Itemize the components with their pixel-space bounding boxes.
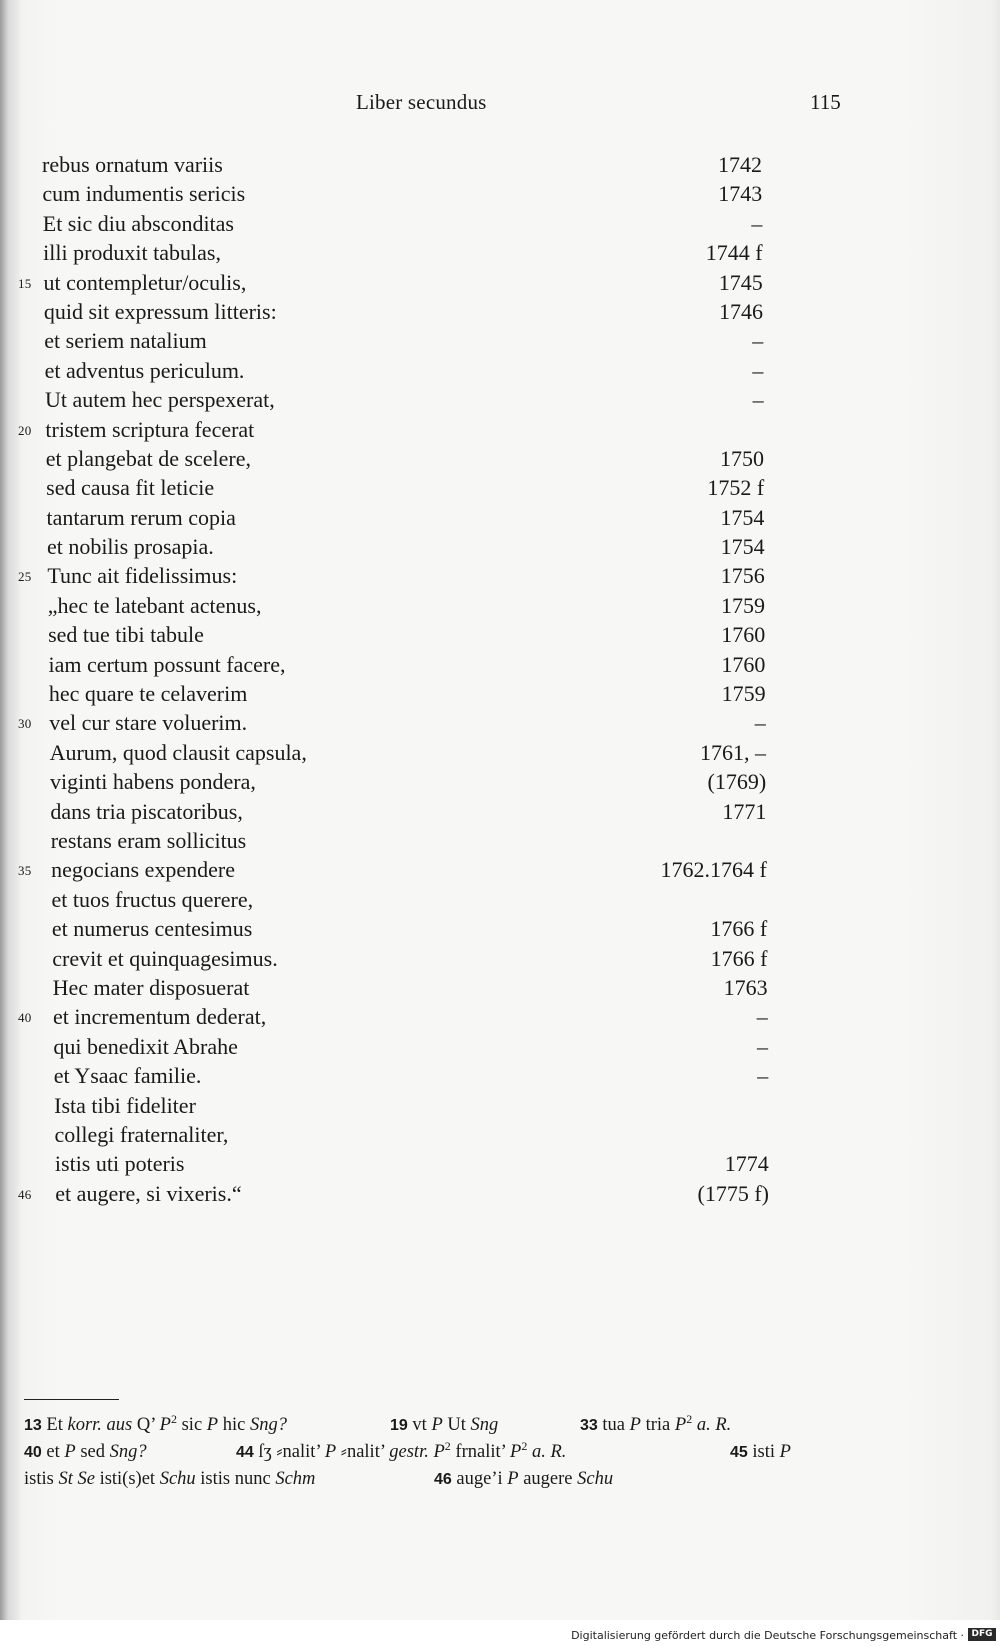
verse-line bbox=[0, 179, 1000, 208]
reference-number: 1745 bbox=[718, 269, 763, 295]
verse-text: hec quare te celaverim bbox=[48, 681, 248, 707]
verse-text: Aurum, quod clausit capsula, bbox=[49, 739, 307, 765]
reference-number: – bbox=[757, 1033, 768, 1059]
note-superscript: 2 bbox=[444, 1439, 451, 1453]
reference-number: – bbox=[754, 710, 766, 736]
note-siglum: P bbox=[324, 1442, 337, 1462]
reference-number: (1769) bbox=[707, 769, 767, 795]
verse-text: et adventus periculum. bbox=[44, 357, 245, 383]
note-text: ⸗nalit’ bbox=[340, 1442, 385, 1462]
note-siglum: Sng? bbox=[109, 1442, 147, 1462]
reference-number: – bbox=[752, 328, 764, 354]
line-number: 15 bbox=[18, 275, 32, 291]
verse-text: collegi fraternaliter, bbox=[54, 1121, 229, 1147]
verse-line bbox=[0, 885, 1000, 914]
reference-number: 1742 bbox=[718, 152, 762, 177]
note-siglum: Schm bbox=[275, 1469, 316, 1489]
verse-text: Et sic diu absconditas bbox=[42, 210, 234, 236]
note-number: 45 bbox=[730, 1444, 748, 1461]
verse-line bbox=[0, 620, 1000, 649]
verse-line bbox=[0, 1120, 1000, 1149]
verse-text: ut contempletur/oculis, bbox=[43, 269, 247, 295]
verse-text: dans tria piscatoribus, bbox=[50, 798, 243, 824]
page-number: 115 bbox=[810, 90, 841, 114]
verse-line bbox=[0, 944, 1000, 973]
reference-number: 1754 bbox=[720, 534, 765, 560]
verse-line bbox=[0, 238, 1000, 267]
footnote-rule bbox=[24, 1399, 119, 1400]
reference-number: 1761, – bbox=[700, 739, 766, 765]
note-text: tua bbox=[602, 1415, 626, 1435]
verse-line bbox=[0, 973, 1000, 1002]
reference-number: 1756 bbox=[720, 563, 765, 589]
verse-line bbox=[0, 1149, 1000, 1178]
verse-line bbox=[0, 708, 1000, 737]
apparatus-line-1 bbox=[24, 1412, 874, 1439]
note-text: isti bbox=[752, 1442, 776, 1462]
verse-text: negocians expendere bbox=[51, 857, 235, 883]
reference-number: 1744 f bbox=[705, 240, 763, 266]
note-editorial: gestr. bbox=[389, 1442, 429, 1462]
reference-number: 1760 bbox=[721, 622, 766, 648]
note-siglum: Sng bbox=[470, 1415, 499, 1435]
digitization-footer bbox=[0, 1624, 1000, 1646]
note-text: vt bbox=[412, 1415, 427, 1435]
note-text: hic bbox=[222, 1415, 246, 1435]
verse-text: istis uti poteris bbox=[54, 1151, 185, 1177]
verse-line bbox=[0, 679, 1000, 708]
verse-text: cum indumentis sericis bbox=[42, 181, 246, 207]
verse-line bbox=[0, 1179, 1000, 1208]
verse-line bbox=[0, 415, 1000, 444]
verse-line bbox=[0, 1091, 1000, 1120]
note-editorial: a. R. bbox=[696, 1415, 732, 1435]
note-number: 44 bbox=[236, 1444, 254, 1461]
verse-line bbox=[0, 326, 1000, 355]
note-superscript: 2 bbox=[521, 1439, 528, 1453]
verse-text: et numerus centesimus bbox=[51, 916, 253, 942]
reference-number: 1750 bbox=[720, 445, 764, 471]
reference-number: – bbox=[757, 1063, 769, 1089]
note-19 bbox=[390, 1412, 498, 1439]
reference-number: 1754 bbox=[720, 504, 765, 530]
note-siglum: P bbox=[779, 1442, 791, 1462]
dfg-credit: Digitalisierung gefördert durch die Deutsche Forschungsgemeinschaft · bbox=[571, 1629, 964, 1642]
verse-line bbox=[0, 1032, 1000, 1061]
note-text: Et bbox=[46, 1415, 63, 1435]
note-text: et bbox=[46, 1442, 60, 1462]
note-text: ſʒ ⸗nalit’ bbox=[258, 1442, 321, 1462]
reference-number: – bbox=[752, 387, 764, 413]
verse-line bbox=[0, 738, 1000, 767]
apparatus-line-3 bbox=[24, 1466, 874, 1493]
line-number: 40 bbox=[18, 1010, 32, 1026]
note-46 bbox=[434, 1466, 613, 1493]
note-number: 40 bbox=[24, 1444, 42, 1461]
verse-line bbox=[0, 826, 1000, 855]
reference-number: 1763 bbox=[723, 974, 768, 1000]
verse-line bbox=[0, 914, 1000, 943]
reference-number: 1766 f bbox=[710, 945, 768, 971]
reference-number: 1759 bbox=[721, 681, 766, 707]
verse-line bbox=[0, 1002, 1000, 1031]
reference-number: (1775 f) bbox=[697, 1180, 770, 1206]
note-siglum: P bbox=[507, 1469, 519, 1489]
note-editorial: korr. aus bbox=[67, 1415, 133, 1435]
note-siglum: P bbox=[629, 1415, 641, 1435]
note-text: auge’i bbox=[456, 1469, 503, 1489]
note-number: 33 bbox=[580, 1417, 598, 1434]
line-number: 25 bbox=[18, 569, 32, 585]
verse-text: Ista tibi fideliter bbox=[54, 1092, 196, 1118]
note-text: Q’ bbox=[136, 1415, 156, 1435]
verse-line bbox=[0, 473, 1000, 502]
verse-text: viginti habens pondera, bbox=[49, 769, 256, 795]
reference-number: 1762.1764 f bbox=[660, 857, 767, 883]
note-superscript: 2 bbox=[170, 1412, 177, 1426]
verse-text: Tunc ait fidelissimus: bbox=[47, 563, 238, 589]
note-text: sed bbox=[80, 1442, 106, 1462]
note-siglum: P bbox=[510, 1442, 522, 1462]
note-siglum: P bbox=[206, 1415, 219, 1435]
reference-number: 1743 bbox=[718, 181, 763, 207]
verse-line bbox=[0, 503, 1000, 532]
note-45 bbox=[730, 1439, 791, 1466]
verse-text: sed causa fit leticie bbox=[46, 475, 215, 501]
dfg-logo: DFG bbox=[968, 1628, 996, 1641]
reference-number: 1760 bbox=[721, 651, 766, 677]
apparatus-line-2 bbox=[24, 1439, 874, 1466]
line-number: 30 bbox=[18, 716, 32, 732]
note-13 bbox=[24, 1412, 287, 1439]
verse-line bbox=[0, 767, 1000, 796]
note-siglum: Sng? bbox=[249, 1415, 287, 1435]
verse-line bbox=[0, 855, 1000, 884]
reference-number: 1759 bbox=[721, 592, 765, 618]
reference-number: 1766 f bbox=[710, 916, 768, 942]
verse-text: et seriem natalium bbox=[44, 328, 207, 354]
reference-number: – bbox=[752, 357, 764, 383]
note-text: istis nunc bbox=[200, 1469, 271, 1489]
note-40 bbox=[24, 1439, 147, 1466]
verse-text: et augere, si vixeris.“ bbox=[55, 1180, 242, 1206]
verse-line bbox=[0, 268, 1000, 297]
note-editorial: a. R. bbox=[531, 1442, 567, 1462]
note-text: isti(s)et bbox=[99, 1469, 156, 1489]
verse-text: et plangebat de scelere, bbox=[45, 445, 252, 471]
verse-text: sed tue tibi tabule bbox=[48, 622, 204, 648]
verse-line bbox=[0, 561, 1000, 590]
reference-number: – bbox=[751, 210, 763, 236]
note-siglum: Schu bbox=[577, 1469, 614, 1489]
note-text: sic bbox=[181, 1415, 203, 1435]
verse-text: Hec mater disposuerat bbox=[52, 974, 250, 1000]
verse-line bbox=[0, 797, 1000, 826]
reference-number: 1746 bbox=[719, 298, 763, 324]
verse-text: et incrementum dederat, bbox=[53, 1004, 267, 1030]
verse-text: „hec te latebant actenus, bbox=[47, 592, 262, 618]
note-45-cont bbox=[24, 1466, 315, 1493]
verse-text: crevit et quinquagesimus. bbox=[52, 945, 278, 971]
verse-block bbox=[0, 150, 1000, 1208]
note-siglum: P bbox=[64, 1442, 76, 1462]
critical-apparatus bbox=[24, 1412, 874, 1493]
verse-line bbox=[0, 297, 1000, 326]
note-siglum: P bbox=[433, 1442, 445, 1462]
verse-text: tantarum rerum copia bbox=[46, 504, 236, 530]
note-number: 19 bbox=[390, 1417, 408, 1434]
verse-text: et nobilis prosapia. bbox=[46, 534, 214, 560]
verse-text: et tuos fructus querere, bbox=[51, 886, 254, 912]
note-siglum: Schu bbox=[159, 1469, 196, 1489]
note-number: 13 bbox=[24, 1417, 42, 1434]
verse-text: rebus ornatum variis bbox=[42, 152, 223, 177]
line-number: 20 bbox=[18, 422, 32, 438]
verse-line bbox=[0, 1061, 1000, 1090]
verse-line bbox=[0, 150, 1000, 179]
verse-text: quid sit expressum litteris: bbox=[43, 298, 277, 324]
verse-line bbox=[0, 444, 1000, 473]
note-number: 46 bbox=[434, 1471, 452, 1488]
verse-text: et Ysaac familie. bbox=[53, 1063, 202, 1089]
verse-text: tristem scriptura fecerat bbox=[45, 416, 255, 442]
note-text: tria bbox=[645, 1415, 671, 1435]
verse-text: restans eram sollicitus bbox=[50, 827, 247, 853]
line-number: 46 bbox=[18, 1186, 32, 1202]
note-siglum: P bbox=[431, 1415, 443, 1435]
reference-number: – bbox=[756, 1004, 768, 1030]
reference-number: 1771 bbox=[722, 798, 767, 824]
verse-text: illi produxit tabulas, bbox=[43, 240, 221, 266]
verse-line bbox=[0, 591, 1000, 620]
verse-text: iam certum possunt facere, bbox=[48, 651, 286, 677]
note-33 bbox=[580, 1412, 731, 1439]
verse-line bbox=[0, 650, 1000, 679]
note-siglum: St Se bbox=[58, 1469, 95, 1489]
verse-line bbox=[0, 385, 1000, 414]
verse-line bbox=[0, 209, 1000, 238]
reference-number: 1774 bbox=[724, 1151, 769, 1177]
verse-line bbox=[0, 532, 1000, 561]
verse-line bbox=[0, 356, 1000, 385]
note-superscript: 2 bbox=[686, 1412, 693, 1426]
note-text: Ut bbox=[447, 1415, 466, 1435]
verse-text: qui benedixit Abrahe bbox=[53, 1033, 238, 1059]
running-head: Liber secundus bbox=[356, 90, 487, 114]
line-number: 35 bbox=[18, 863, 32, 879]
note-44 bbox=[236, 1439, 566, 1466]
note-text: istis bbox=[24, 1469, 54, 1489]
note-text: augere bbox=[523, 1469, 573, 1489]
note-siglum: P bbox=[674, 1415, 687, 1435]
verse-text: vel cur stare voluerim. bbox=[49, 710, 248, 736]
reference-number: 1752 f bbox=[707, 475, 765, 501]
note-text: frnalit’ bbox=[455, 1442, 506, 1462]
note-siglum: P bbox=[159, 1415, 171, 1435]
verse-text: Ut autem hec perspexerat, bbox=[45, 387, 275, 413]
